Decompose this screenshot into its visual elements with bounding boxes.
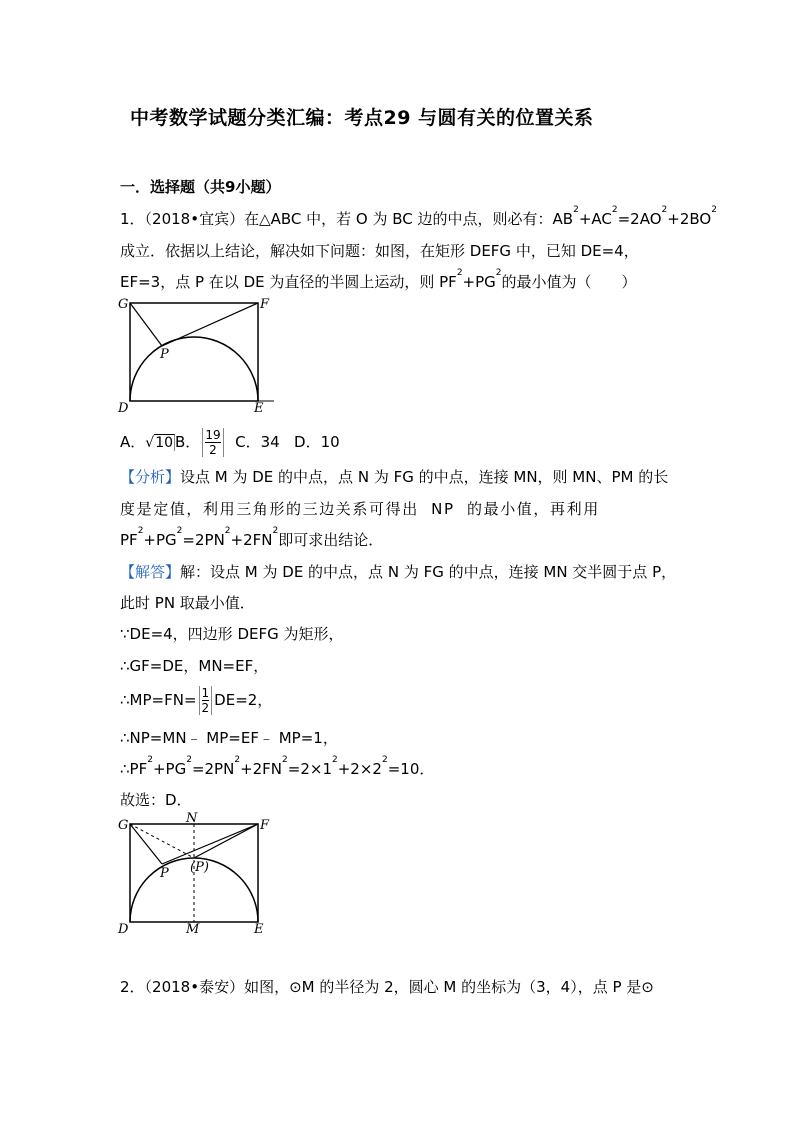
solution-step1: ∵DE=4，四边形 DEFG 为矩形， (120, 625, 344, 643)
figure-1-rectangle-semicircle (114, 294, 284, 420)
fig2-label-p: P (160, 866, 169, 881)
fig1-label-g: G (118, 297, 129, 312)
solution-step4: ∴NP=MN﹣ MP=EF﹣ MP=1， (120, 729, 338, 747)
q1-options: A．√10 B． $\frac{19}{2}$ C．34 D．10 (120, 428, 340, 457)
solution-line1: 【解答】解：设点 M 为 DE 的中点，点 N 为 FG 的中点，连接 MN 交半圆于点 P， (120, 563, 677, 581)
fig2-label-e: E (254, 922, 264, 937)
fig1-label-e: E (254, 401, 264, 416)
q2-line1: 2．（2018•泰安）如图，⊙M 的半径为 2，圆心 M 的坐标为（3，4），点 P 是⊙ (120, 978, 654, 996)
analysis-tag: 【分析】 (120, 468, 181, 486)
solution-tag: 【解答】 (120, 563, 181, 581)
fraction-1-over-2: $\frac{1}{2}$ (199, 686, 213, 715)
fig2-label-f: F (260, 818, 270, 833)
fig1-label-f: F (260, 297, 270, 312)
q1-line2: 成立．依据以上结论，解决如下问题：如图，在矩形 DEFG 中，已知 DE=4， (120, 242, 639, 260)
sqrt-symbol-icon: √10 (145, 435, 174, 451)
solution-step3: ∴MP=FN= $\frac{1}{2}$ DE=2， (120, 686, 273, 715)
figure-2-rectangle-semicircle-midline (114, 812, 284, 938)
fraction-19-over-2: $\frac{19}{2}$ (202, 428, 223, 457)
answer-line: 故选：D． (120, 791, 192, 809)
fig1-label-d: D (118, 401, 129, 416)
analysis-line2: 度是定值，利用三角形的三边关系可得出 NP 的最小值，再利用 (120, 500, 600, 518)
analysis-line3: $PF^2+PG^2=2PN^2+2FN^2$即可求出结论． (120, 526, 384, 549)
fig2-label-m: M (186, 922, 200, 937)
fig2-label-n: N (186, 812, 198, 826)
fig2-label-d: D (118, 922, 129, 937)
solution-step2: ∴GF=DE，MN=EF， (120, 657, 269, 675)
fig2-label-g: G (118, 818, 129, 833)
solution-line2: 此时 PN 取最小值． (120, 594, 255, 612)
q1-line3: EF=3，点 P 在以 DE 为直径的半圆上运动，则 $PF^2+PG^2$的最小值为（ ） (120, 268, 637, 291)
fig1-label-p: P (160, 347, 169, 362)
page-title: 中考数学试题分类汇编：考点29 与圆有关的位置关系 (130, 107, 594, 129)
q1-line1: 1．（2018•宜宾）在△ABC 中，若 O 为 BC 边的中点，则必有：$AB^2+AC^2=2AO^2+2BO^2$ (120, 205, 717, 228)
section-heading: 一．选择题（共9小题） (120, 178, 281, 196)
analysis-line1: 【分析】设点 M 为 DE 的中点，点 N 为 FG 的中点，连接 MN，则 MN、PM 的长 (120, 468, 669, 486)
fig2-label-p-paren: (P) (190, 860, 209, 875)
solution-step5: $\therefore PF^2+PG^2=2PN^2+2FN^2=2\times 1^2+2\times 2^2=10$． (120, 755, 435, 778)
